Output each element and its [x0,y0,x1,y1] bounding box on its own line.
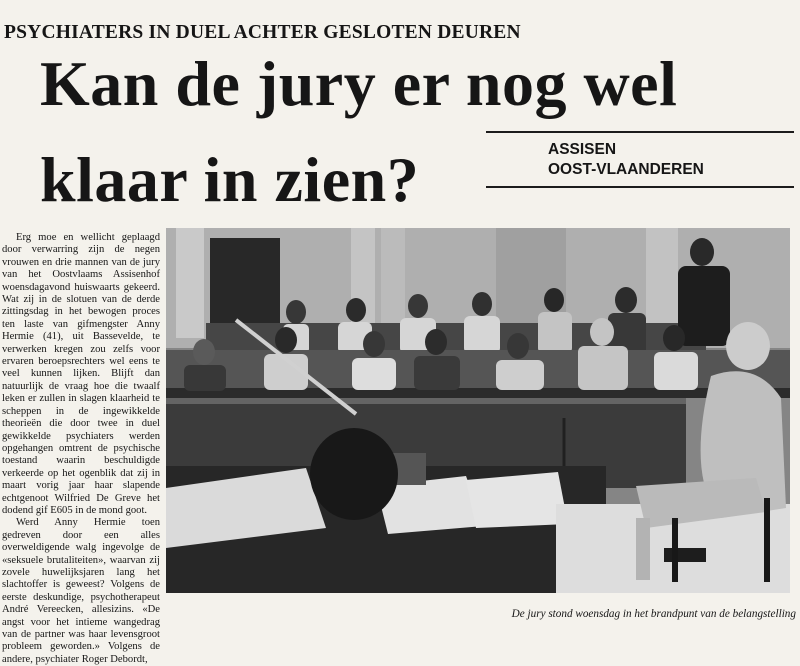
kicker-headline: PSYCHIATERS IN DUEL ACHTER GESLOTEN DEUREN [4,22,521,43]
photo-caption: De jury stond woensdag in het brandpunt van de belangstelling [511,608,796,620]
section-line-1: ASSISEN [548,141,617,158]
courtroom-photo [166,228,790,593]
bottom-rule [486,186,794,188]
body-paragraph-1: Erg moe en wellicht geplaagd door verwarring zijn de negen vrouwen en drie mannen van de jury van het Oostvlaams Assisenhof woensdagavond huiswaarts gekeerd. Wat zij in de slotuen van de derde zittingsdag in het bewogen proces ten laste van gifmengster Anny Hermie (41), uit Bassevelde, te verwerken kregen zou zelfs voor ervaren beroepsrechters wel eens te veel kunnen lijken. Blijft dan natuurlijk de vraag hoe die twaalf leken er zullen in slagen klaarheid te scheppen in de ingewikkelde theorieën die door twee in duel gewikkelde psychiaters werden opgehangen omtrent de psychische toestand waarin beschuldigde verkeerde op het ogenblik dat zij in maart vorig jaar haar slapende echtgenoot Wilfried De Greve het dodend gif E605 in de mond goot. [2,232,160,516]
headline-line-2: klaar in zien? [40,144,420,215]
section-line-2: OOST-VLAANDEREN [548,161,704,178]
section-label [548,140,704,180]
body-text-column [2,232,160,665]
top-rule [486,131,794,133]
headline-line-1: Kan de jury er nog wel [40,48,678,119]
courtroom-photo-illustration [166,228,790,593]
body-paragraph-2: Werd Anny Hermie toen gedreven door een alles overweldigende walg ingevolge de «seksuele brutaliteiten», waarvan zij zovele huwelijksjaren lang het slachtoffer is geweest? Volgens de eerste deskundige, psychotherapeut André Vereecken, allesizins. «De angst voor het intieme wangedrag van de partner was haar levensgroot probleem geworden.» Volgens de andere, psychiater Roger Debordt, [2,517,160,665]
